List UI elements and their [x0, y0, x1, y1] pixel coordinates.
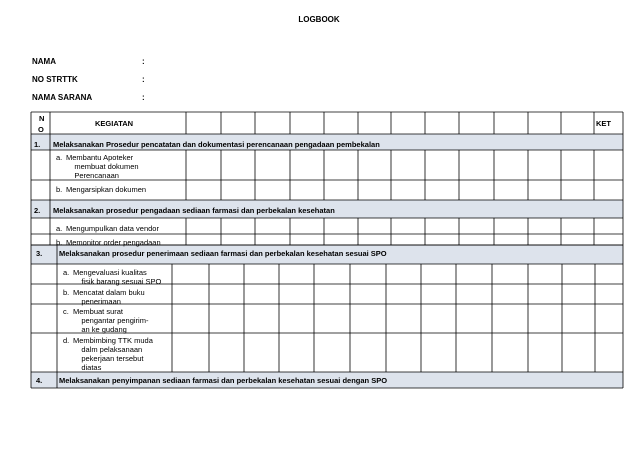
item-2a-letter: a. [56, 224, 63, 233]
field-label: NAMA SARANA [32, 93, 93, 102]
section-3-title: Melaksanakan prosedur penerimaan sediaan farmasi dan perbekalan kesehatan sesuai SPO [59, 249, 387, 258]
item-1b-letter: b. [56, 185, 63, 194]
item-3b-letter: b. [63, 288, 70, 297]
item-2b-letter: b. [56, 238, 63, 247]
item-3c-text: Membuat surat pengantar pengirim- an ke gudang [73, 307, 149, 334]
section-2-number: 2. [34, 206, 41, 215]
item-3a-letter: a. [63, 268, 70, 277]
field-label: NO STRTTK [32, 75, 78, 84]
item-3a-text: Mengevaluasi kualitas fisik barang sesuai SPO [73, 268, 162, 286]
section-1-title: Melaksanakan Prosedur pencatatan dan dokumentasi perencanaan pengadaan pembekalan [53, 140, 380, 149]
item-1a-letter: a. [56, 153, 63, 162]
page-title: LOGBOOK [298, 15, 340, 24]
item-1b-text: Mengarsipkan dokumen [66, 185, 147, 194]
header-kegiatan: KEGIATAN [95, 119, 134, 128]
item-1a-text: Membantu Apoteker membuat dokumen Perencanaan [66, 153, 139, 180]
header-no-line2: O [38, 125, 44, 134]
item-3d-letter: d. [63, 336, 70, 345]
section-4-number: 4. [36, 376, 43, 385]
section-4-title: Melaksanakan penyimpanan sediaan farmasi dan perbekalan kesehatan sesuai dengan SPO [59, 376, 388, 385]
field-label: NAMA [32, 57, 56, 66]
item-2a-text: Mengumpulkan data vendor [66, 224, 159, 233]
section-1-number: 1. [34, 140, 41, 149]
section-2-title: Melaksanakan prosedur pengadaan sediaan farmasi dan perbekalan kesehatan [53, 206, 335, 215]
item-3d-text: Membimbing TTK muda dalm pelaksanaan pekerjaan tersebut diatas [73, 336, 153, 372]
item-2b-text: Memonitor order pengadaan [66, 238, 161, 247]
field-colon: : [142, 93, 145, 102]
field-colon: : [142, 75, 145, 84]
item-3c-letter: c. [63, 307, 69, 316]
section-3-number: 3. [36, 249, 43, 258]
header-no-line1: N [39, 114, 45, 123]
item-3b-text: Mencatat dalam buku penerimaan [73, 288, 145, 306]
header-ket: KET [596, 119, 611, 128]
field-colon: : [142, 57, 145, 66]
